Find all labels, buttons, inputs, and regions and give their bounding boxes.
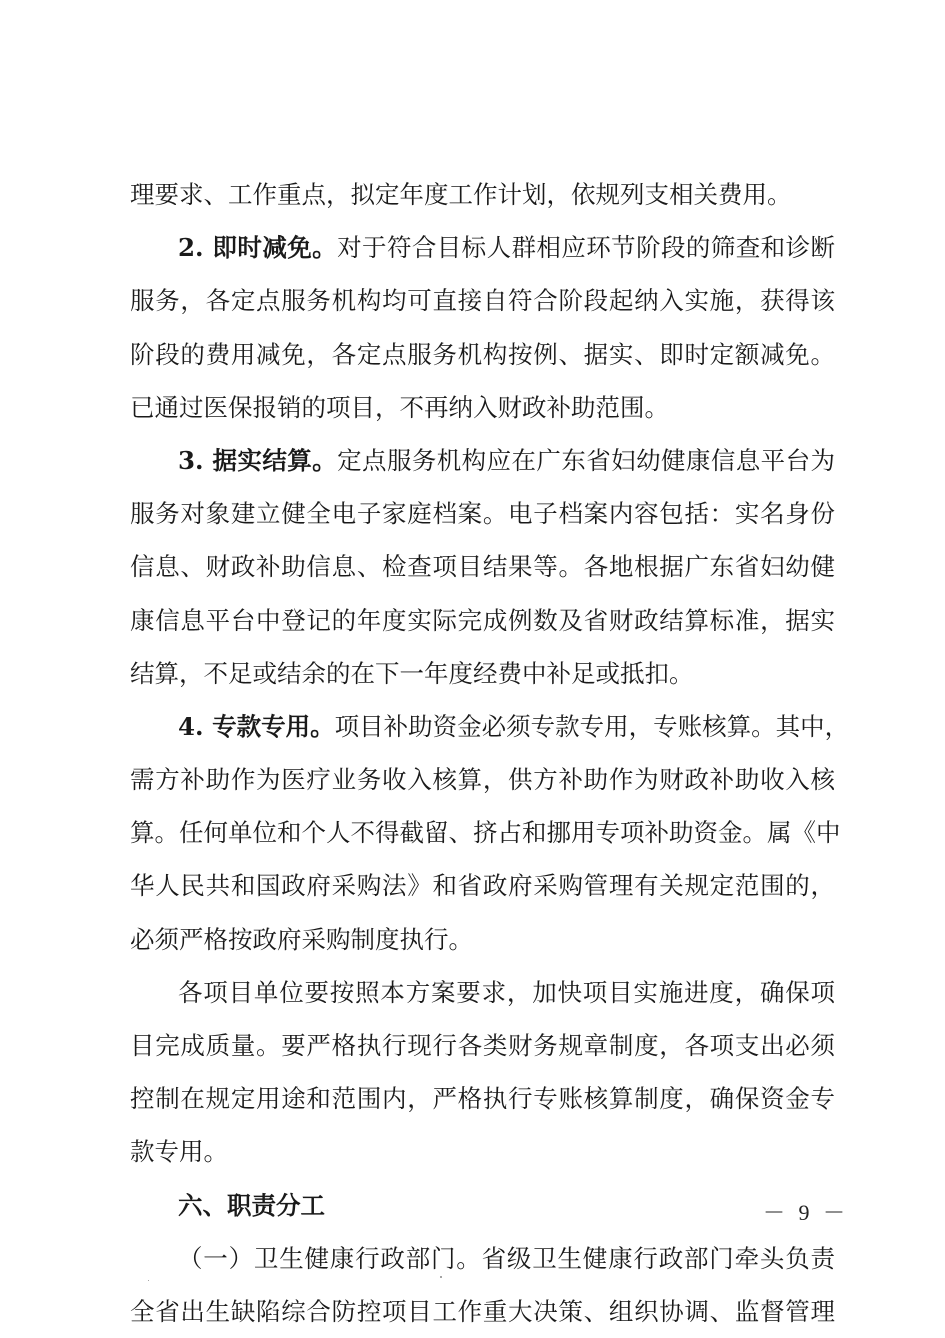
paragraph-line: 全省出生缺陷综合防控项目工作重大决策、组织协调、监督管理 xyxy=(130,1296,835,1326)
paragraph-line: 理要求、工作重点，拟定年度工作计划，依规列支相关费用。 xyxy=(130,180,792,209)
paragraph-line: 必须严格按政府采购制度执行。 xyxy=(130,924,473,954)
paragraph-line: 目完成质量。要严格执行现行各类财务规章制度，各项支出必须 xyxy=(130,1031,835,1060)
subheading-label: 3. 据实结算。 xyxy=(178,445,338,475)
scan-speck xyxy=(440,1276,442,1278)
page-number: － 9 － xyxy=(763,1200,850,1225)
paragraph-line: 各项目单位要按照本方案要求，加快项目实施进度，确保项 xyxy=(178,977,835,1007)
paragraph-line: 3. 据实结算。定点服务机构应在广东省妇幼健康信息平台为 xyxy=(178,445,836,475)
paragraph-line: 2. 即时减免。对于符合目标人群相应环节阶段的筛查和诊断 xyxy=(178,233,836,263)
section-heading-text: 六、职责分工 xyxy=(178,1190,325,1220)
paragraph-line: 华人民共和国政府采购法》和省政府采购管理有关规定范围的， xyxy=(130,871,835,901)
paragraph-line: 服务，各定点服务机构均可直接自符合阶段起纳入实施，获得该 xyxy=(130,286,835,316)
scan-speck xyxy=(148,1280,149,1281)
paragraph-line: 算。任何单位和个人不得截留、挤占和挪用专项补助资金。属《中 xyxy=(130,818,841,848)
paragraph-line: 阶段的费用减免，各定点服务机构按例、据实、即时定额减免。 xyxy=(130,339,835,369)
paragraph-line: 4. 专款专用。项目补助资金必须专款专用，专账核算。其中， xyxy=(178,711,850,741)
paragraph-line: 款专用。 xyxy=(130,1137,228,1167)
paragraph-line: 康信息平台中登记的年度实际完成例数及省财政结算标准，据实 xyxy=(130,605,835,635)
paragraph-line: （一）卫生健康行政部门。省级卫生健康行政部门牵头负责 xyxy=(178,1243,835,1273)
subheading-label: 2. 即时减免。 xyxy=(178,233,338,263)
paragraph-line: 结算，不足或结余的在下一年度经费中补足或抵扣。 xyxy=(130,658,694,688)
section-heading xyxy=(130,1179,835,1232)
paragraph-line: 服务对象建立健全电子家庭档案。电子档案内容包括：实名身份 xyxy=(130,499,835,529)
subheading-label: 4. 专款专用。 xyxy=(178,711,335,741)
paragraph-line: 需方补助作为医疗业务收入核算，供方补助作为财政补助收入核 xyxy=(130,765,835,795)
paragraph-line: 控制在规定用途和范围内，严格执行专账核算制度，确保资金专 xyxy=(130,1084,835,1114)
body-text xyxy=(130,168,850,1338)
paragraph-line: 已通过医保报销的项目，不再纳入财政补助范围。 xyxy=(130,392,669,422)
paragraph-line: 信息、财政补助信息、检查项目结果等。各地根据广东省妇幼健 xyxy=(130,552,835,582)
